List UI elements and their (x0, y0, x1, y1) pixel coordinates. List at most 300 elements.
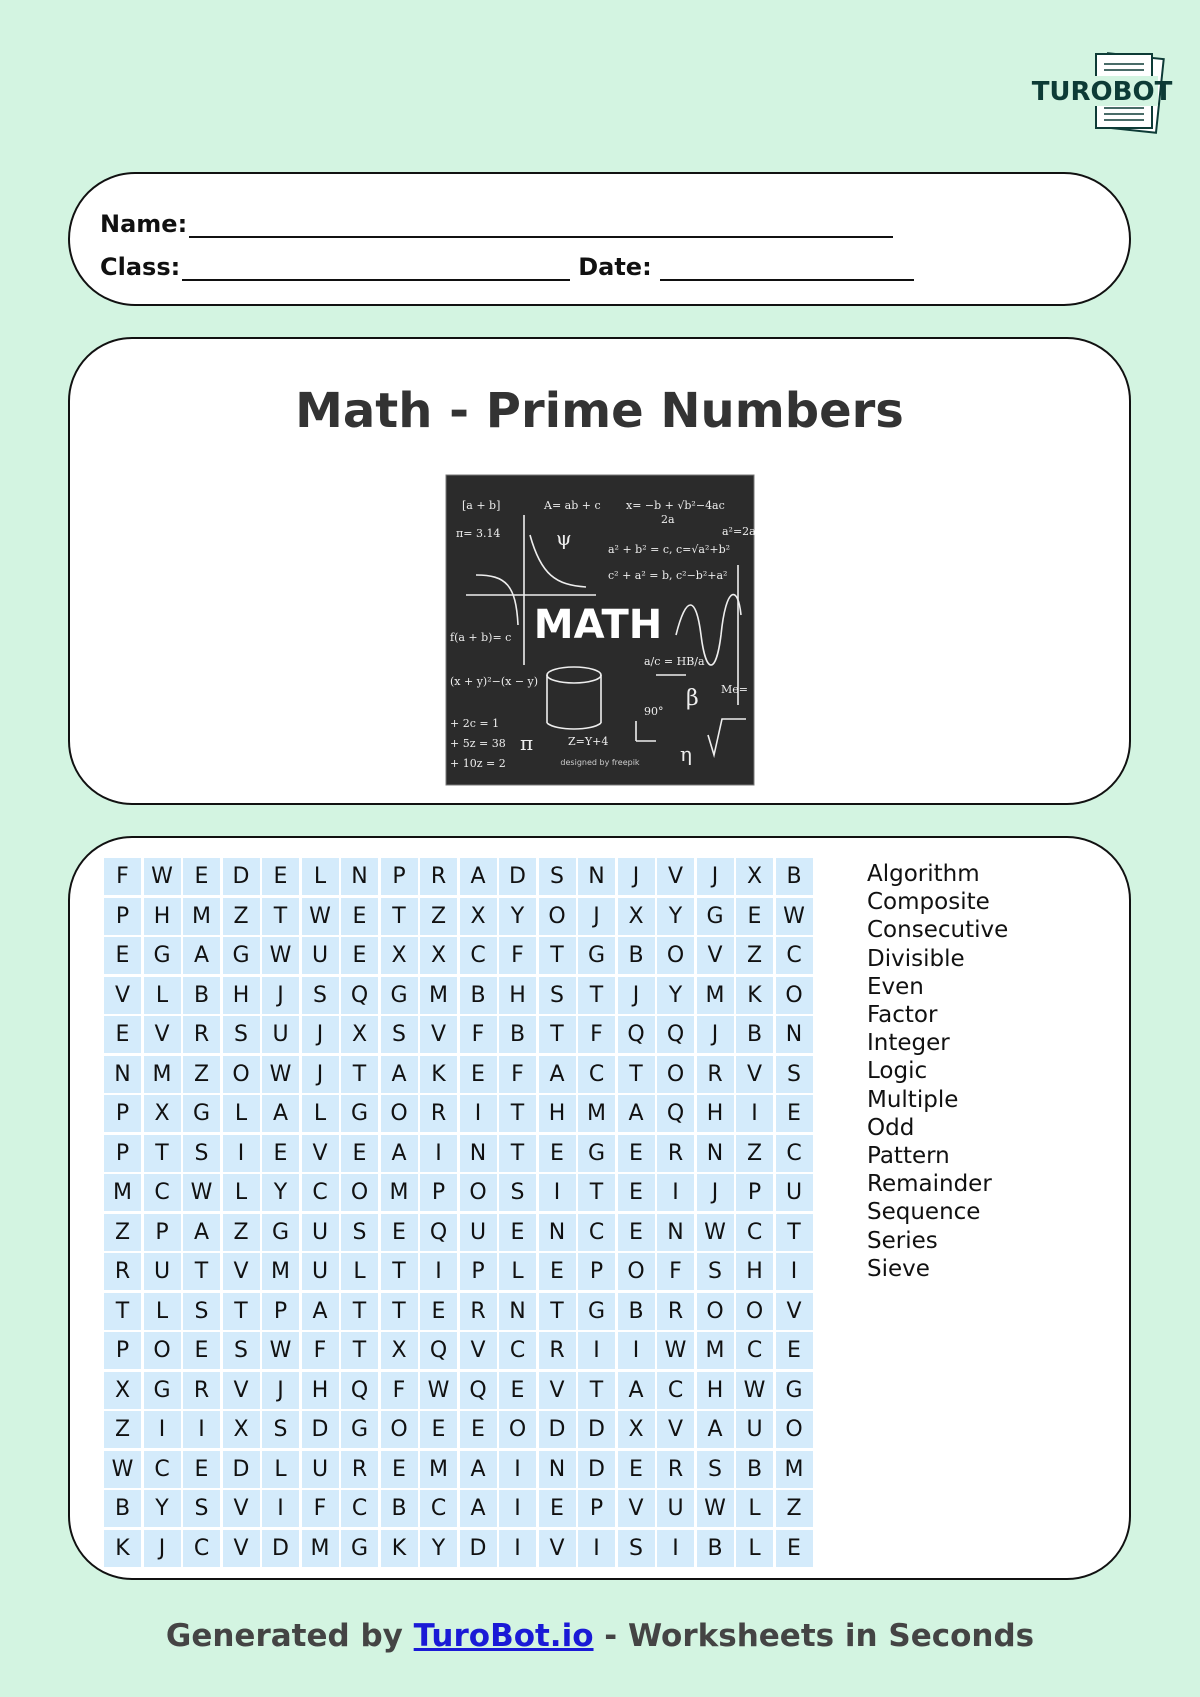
grid-cell[interactable]: I (183, 1411, 220, 1448)
grid-cell[interactable]: T (578, 1372, 615, 1409)
grid-cell[interactable]: R (657, 1135, 694, 1172)
grid-cell[interactable]: S (381, 1016, 418, 1053)
grid-cell[interactable]: U (776, 1174, 813, 1211)
grid-cell[interactable]: W (697, 1214, 734, 1251)
grid-cell[interactable]: Q (657, 1095, 694, 1132)
grid-cell[interactable]: E (341, 937, 378, 974)
grid-cell[interactable]: A (539, 1056, 576, 1093)
grid-cell[interactable]: C (144, 1174, 181, 1211)
date-line[interactable] (660, 255, 914, 281)
grid-cell[interactable]: G (341, 1411, 378, 1448)
grid-cell[interactable]: F (381, 1372, 418, 1409)
grid-cell[interactable]: J (144, 1530, 181, 1567)
grid-cell[interactable]: W (736, 1372, 773, 1409)
grid-cell[interactable]: I (776, 1253, 813, 1290)
grid-cell[interactable]: T (618, 1056, 655, 1093)
grid-cell[interactable]: W (776, 898, 813, 935)
grid-cell[interactable]: C (736, 1332, 773, 1369)
grid-cell[interactable]: E (341, 898, 378, 935)
grid-cell[interactable]: M (144, 1056, 181, 1093)
grid-cell[interactable]: G (381, 977, 418, 1014)
grid-cell[interactable]: K (420, 1056, 457, 1093)
grid-cell[interactable]: R (697, 1056, 734, 1093)
grid-cell[interactable]: C (183, 1530, 220, 1567)
grid-cell[interactable]: I (578, 1332, 615, 1369)
grid-cell[interactable]: V (657, 858, 694, 895)
grid-cell[interactable]: E (776, 1095, 813, 1132)
grid-cell[interactable]: E (618, 1451, 655, 1488)
grid-cell[interactable]: Z (104, 1411, 141, 1448)
grid-cell[interactable]: O (341, 1174, 378, 1211)
grid-cell[interactable]: J (618, 858, 655, 895)
grid-cell[interactable]: U (657, 1490, 694, 1527)
grid-cell[interactable]: X (223, 1411, 260, 1448)
grid-cell[interactable]: F (302, 1490, 339, 1527)
grid-cell[interactable]: C (420, 1490, 457, 1527)
grid-cell[interactable]: O (618, 1253, 655, 1290)
grid-cell[interactable]: M (104, 1174, 141, 1211)
grid-cell[interactable]: X (341, 1016, 378, 1053)
grid-cell[interactable]: T (104, 1293, 141, 1330)
grid-cell[interactable]: T (499, 1135, 536, 1172)
grid-cell[interactable]: C (776, 1135, 813, 1172)
grid-cell[interactable]: O (381, 1095, 418, 1132)
grid-cell[interactable]: N (460, 1135, 497, 1172)
grid-cell[interactable]: Y (499, 898, 536, 935)
grid-cell[interactable]: N (341, 858, 378, 895)
grid-cell[interactable]: S (539, 858, 576, 895)
grid-cell[interactable]: P (104, 898, 141, 935)
grid-cell[interactable]: Q (460, 1372, 497, 1409)
grid-cell[interactable]: J (578, 898, 615, 935)
grid-cell[interactable]: W (262, 937, 299, 974)
grid-cell[interactable]: U (302, 1253, 339, 1290)
grid-cell[interactable]: I (420, 1135, 457, 1172)
grid-cell[interactable]: L (499, 1253, 536, 1290)
grid-cell[interactable]: Y (657, 898, 694, 935)
grid-cell[interactable]: U (302, 937, 339, 974)
grid-cell[interactable]: V (539, 1530, 576, 1567)
grid-cell[interactable]: B (104, 1490, 141, 1527)
grid-cell[interactable]: M (302, 1530, 339, 1567)
grid-cell[interactable]: I (578, 1530, 615, 1567)
grid-cell[interactable]: X (381, 937, 418, 974)
grid-cell[interactable]: E (420, 1293, 457, 1330)
grid-cell[interactable]: R (104, 1253, 141, 1290)
grid-cell[interactable]: E (104, 1016, 141, 1053)
grid-cell[interactable]: E (262, 858, 299, 895)
grid-cell[interactable]: A (183, 937, 220, 974)
grid-cell[interactable]: N (657, 1214, 694, 1251)
grid-cell[interactable]: X (618, 1411, 655, 1448)
grid-cell[interactable]: N (776, 1016, 813, 1053)
grid-cell[interactable]: M (697, 1332, 734, 1369)
grid-cell[interactable]: O (736, 1293, 773, 1330)
grid-cell[interactable]: L (223, 1174, 260, 1211)
grid-cell[interactable]: C (578, 1056, 615, 1093)
grid-cell[interactable]: D (460, 1530, 497, 1567)
grid-cell[interactable]: A (262, 1095, 299, 1132)
grid-cell[interactable]: E (420, 1411, 457, 1448)
grid-cell[interactable]: N (499, 1293, 536, 1330)
grid-cell[interactable]: C (302, 1174, 339, 1211)
grid-cell[interactable]: E (539, 1490, 576, 1527)
grid-cell[interactable]: Q (420, 1332, 457, 1369)
grid-cell[interactable]: R (657, 1451, 694, 1488)
grid-cell[interactable]: F (460, 1016, 497, 1053)
grid-cell[interactable]: W (420, 1372, 457, 1409)
grid-cell[interactable]: R (341, 1451, 378, 1488)
grid-cell[interactable]: Q (420, 1214, 457, 1251)
grid-cell[interactable]: D (223, 858, 260, 895)
grid-cell[interactable]: I (420, 1253, 457, 1290)
grid-cell[interactable]: L (736, 1530, 773, 1567)
grid-cell[interactable]: I (499, 1451, 536, 1488)
grid-cell[interactable]: O (223, 1056, 260, 1093)
grid-cell[interactable]: G (341, 1095, 378, 1132)
grid-cell[interactable]: T (223, 1293, 260, 1330)
grid-cell[interactable]: N (539, 1214, 576, 1251)
grid-cell[interactable]: R (420, 858, 457, 895)
grid-cell[interactable]: D (262, 1530, 299, 1567)
grid-cell[interactable]: V (657, 1411, 694, 1448)
grid-cell[interactable]: M (262, 1253, 299, 1290)
grid-cell[interactable]: D (302, 1411, 339, 1448)
grid-cell[interactable]: E (618, 1214, 655, 1251)
grid-cell[interactable]: C (578, 1214, 615, 1251)
grid-cell[interactable]: V (223, 1530, 260, 1567)
grid-cell[interactable]: A (183, 1214, 220, 1251)
grid-cell[interactable]: G (183, 1095, 220, 1132)
grid-cell[interactable]: K (104, 1530, 141, 1567)
class-line[interactable] (182, 255, 570, 281)
grid-cell[interactable]: E (460, 1056, 497, 1093)
grid-cell[interactable]: G (578, 937, 615, 974)
grid-cell[interactable]: J (618, 977, 655, 1014)
grid-cell[interactable]: A (460, 1451, 497, 1488)
grid-cell[interactable]: T (499, 1095, 536, 1132)
grid-cell[interactable]: P (144, 1214, 181, 1251)
grid-cell[interactable]: X (381, 1332, 418, 1369)
grid-cell[interactable]: V (223, 1253, 260, 1290)
grid-cell[interactable]: S (618, 1530, 655, 1567)
grid-cell[interactable]: V (223, 1490, 260, 1527)
grid-cell[interactable]: G (776, 1372, 813, 1409)
grid-cell[interactable]: H (697, 1372, 734, 1409)
grid-cell[interactable]: D (499, 858, 536, 895)
grid-cell[interactable]: K (381, 1530, 418, 1567)
grid-cell[interactable]: X (618, 898, 655, 935)
grid-cell[interactable]: E (381, 1451, 418, 1488)
grid-cell[interactable]: Q (341, 977, 378, 1014)
grid-cell[interactable]: S (183, 1135, 220, 1172)
grid-cell[interactable]: R (420, 1095, 457, 1132)
grid-cell[interactable]: R (183, 1372, 220, 1409)
grid-cell[interactable]: B (381, 1490, 418, 1527)
grid-cell[interactable]: Y (657, 977, 694, 1014)
grid-cell[interactable]: P (736, 1174, 773, 1211)
grid-cell[interactable]: M (183, 898, 220, 935)
grid-cell[interactable]: V (697, 937, 734, 974)
grid-cell[interactable]: I (499, 1530, 536, 1567)
grid-cell[interactable]: M (578, 1095, 615, 1132)
grid-cell[interactable]: T (539, 1293, 576, 1330)
grid-cell[interactable]: U (302, 1451, 339, 1488)
grid-cell[interactable]: Y (144, 1490, 181, 1527)
grid-cell[interactable]: A (697, 1411, 734, 1448)
grid-cell[interactable]: G (578, 1135, 615, 1172)
grid-cell[interactable]: E (618, 1135, 655, 1172)
grid-cell[interactable]: F (499, 937, 536, 974)
grid-cell[interactable]: K (736, 977, 773, 1014)
grid-cell[interactable]: D (578, 1411, 615, 1448)
grid-cell[interactable]: J (302, 1056, 339, 1093)
grid-cell[interactable]: P (578, 1490, 615, 1527)
grid-cell[interactable]: W (104, 1451, 141, 1488)
grid-cell[interactable]: B (618, 937, 655, 974)
grid-cell[interactable]: V (302, 1135, 339, 1172)
grid-cell[interactable]: E (183, 1451, 220, 1488)
grid-cell[interactable]: W (697, 1490, 734, 1527)
grid-cell[interactable]: E (381, 1214, 418, 1251)
grid-cell[interactable]: E (539, 1135, 576, 1172)
grid-cell[interactable]: I (736, 1095, 773, 1132)
grid-cell[interactable]: G (341, 1530, 378, 1567)
grid-cell[interactable]: I (262, 1490, 299, 1527)
grid-cell[interactable]: M (381, 1174, 418, 1211)
grid-cell[interactable]: E (183, 1332, 220, 1369)
grid-cell[interactable]: W (183, 1174, 220, 1211)
grid-cell[interactable]: H (499, 977, 536, 1014)
grid-cell[interactable]: W (262, 1332, 299, 1369)
grid-cell[interactable]: O (657, 1056, 694, 1093)
grid-cell[interactable]: E (776, 1530, 813, 1567)
grid-cell[interactable]: E (776, 1332, 813, 1369)
turobot-link[interactable]: TuroBot.io (413, 1618, 594, 1654)
name-line[interactable] (189, 212, 893, 238)
grid-cell[interactable]: E (460, 1411, 497, 1448)
grid-cell[interactable]: L (262, 1451, 299, 1488)
grid-cell[interactable]: N (104, 1056, 141, 1093)
grid-cell[interactable]: S (302, 977, 339, 1014)
grid-cell[interactable]: P (262, 1293, 299, 1330)
grid-cell[interactable]: D (539, 1411, 576, 1448)
grid-cell[interactable]: S (223, 1332, 260, 1369)
grid-cell[interactable]: G (144, 937, 181, 974)
grid-cell[interactable]: E (183, 858, 220, 895)
grid-cell[interactable]: B (736, 1016, 773, 1053)
grid-cell[interactable]: O (381, 1411, 418, 1448)
grid-cell[interactable]: T (578, 1174, 615, 1211)
grid-cell[interactable]: T (183, 1253, 220, 1290)
grid-cell[interactable]: E (736, 898, 773, 935)
grid-cell[interactable]: H (736, 1253, 773, 1290)
grid-cell[interactable]: X (460, 898, 497, 935)
grid-cell[interactable]: G (262, 1214, 299, 1251)
grid-cell[interactable]: P (420, 1174, 457, 1211)
grid-cell[interactable]: J (262, 977, 299, 1014)
grid-cell[interactable]: P (578, 1253, 615, 1290)
grid-cell[interactable]: Z (104, 1214, 141, 1251)
grid-cell[interactable]: E (618, 1174, 655, 1211)
grid-cell[interactable]: T (144, 1135, 181, 1172)
grid-cell[interactable]: I (223, 1135, 260, 1172)
grid-cell[interactable]: Q (618, 1016, 655, 1053)
grid-cell[interactable]: I (657, 1530, 694, 1567)
grid-cell[interactable]: P (104, 1135, 141, 1172)
grid-cell[interactable]: B (499, 1016, 536, 1053)
grid-cell[interactable]: T (381, 1253, 418, 1290)
grid-cell[interactable]: F (104, 858, 141, 895)
grid-cell[interactable]: S (341, 1214, 378, 1251)
grid-cell[interactable]: Q (657, 1016, 694, 1053)
grid-cell[interactable]: B (697, 1530, 734, 1567)
grid-cell[interactable]: C (499, 1332, 536, 1369)
grid-cell[interactable]: F (302, 1332, 339, 1369)
grid-cell[interactable]: T (776, 1214, 813, 1251)
grid-cell[interactable]: O (460, 1174, 497, 1211)
grid-cell[interactable]: H (223, 977, 260, 1014)
grid-cell[interactable]: W (262, 1056, 299, 1093)
grid-cell[interactable]: X (420, 937, 457, 974)
grid-cell[interactable]: N (578, 858, 615, 895)
grid-cell[interactable]: V (104, 977, 141, 1014)
grid-cell[interactable]: Z (223, 1214, 260, 1251)
grid-cell[interactable]: I (499, 1490, 536, 1527)
grid-cell[interactable]: J (262, 1372, 299, 1409)
grid-cell[interactable]: U (736, 1411, 773, 1448)
grid-cell[interactable]: L (302, 1095, 339, 1132)
grid-cell[interactable]: J (697, 1174, 734, 1211)
grid-cell[interactable]: Y (420, 1530, 457, 1567)
grid-cell[interactable]: V (144, 1016, 181, 1053)
grid-cell[interactable]: V (420, 1016, 457, 1053)
grid-cell[interactable]: C (657, 1372, 694, 1409)
grid-cell[interactable]: M (776, 1451, 813, 1488)
grid-cell[interactable]: O (539, 898, 576, 935)
grid-cell[interactable]: V (618, 1490, 655, 1527)
grid-cell[interactable]: T (262, 898, 299, 935)
grid-cell[interactable]: U (302, 1214, 339, 1251)
grid-cell[interactable]: S (697, 1451, 734, 1488)
grid-cell[interactable]: D (223, 1451, 260, 1488)
grid-cell[interactable]: W (657, 1332, 694, 1369)
grid-cell[interactable]: V (776, 1293, 813, 1330)
grid-cell[interactable]: A (618, 1372, 655, 1409)
grid-cell[interactable]: Q (341, 1372, 378, 1409)
grid-cell[interactable]: S (262, 1411, 299, 1448)
grid-cell[interactable]: O (776, 1411, 813, 1448)
grid-cell[interactable]: T (539, 937, 576, 974)
grid-cell[interactable]: B (618, 1293, 655, 1330)
grid-cell[interactable]: C (460, 937, 497, 974)
grid-cell[interactable]: A (381, 1135, 418, 1172)
grid-cell[interactable]: G (223, 937, 260, 974)
grid-cell[interactable]: X (144, 1095, 181, 1132)
grid-cell[interactable]: G (697, 898, 734, 935)
grid-cell[interactable]: M (420, 1451, 457, 1488)
grid-cell[interactable]: O (776, 977, 813, 1014)
grid-cell[interactable]: C (736, 1214, 773, 1251)
grid-cell[interactable]: B (736, 1451, 773, 1488)
grid-cell[interactable]: J (697, 1016, 734, 1053)
grid-cell[interactable]: L (341, 1253, 378, 1290)
grid-cell[interactable]: N (697, 1135, 734, 1172)
grid-cell[interactable]: E (262, 1135, 299, 1172)
grid-cell[interactable]: B (183, 977, 220, 1014)
grid-cell[interactable]: Z (736, 1135, 773, 1172)
grid-cell[interactable]: E (499, 1214, 536, 1251)
grid-cell[interactable]: V (736, 1056, 773, 1093)
grid-cell[interactable]: C (776, 937, 813, 974)
grid-cell[interactable]: L (736, 1490, 773, 1527)
grid-cell[interactable]: H (302, 1372, 339, 1409)
grid-cell[interactable]: Z (420, 898, 457, 935)
grid-cell[interactable]: R (460, 1293, 497, 1330)
grid-cell[interactable]: E (499, 1372, 536, 1409)
grid-cell[interactable]: M (697, 977, 734, 1014)
grid-cell[interactable]: P (104, 1095, 141, 1132)
grid-cell[interactable]: A (302, 1293, 339, 1330)
grid-cell[interactable]: I (539, 1174, 576, 1211)
grid-cell[interactable]: E (341, 1135, 378, 1172)
grid-cell[interactable]: P (460, 1253, 497, 1290)
grid-cell[interactable]: S (183, 1490, 220, 1527)
grid-cell[interactable]: F (657, 1253, 694, 1290)
grid-cell[interactable]: C (144, 1451, 181, 1488)
grid-cell[interactable]: Z (736, 937, 773, 974)
grid-cell[interactable]: I (460, 1095, 497, 1132)
grid-cell[interactable]: C (341, 1490, 378, 1527)
grid-cell[interactable]: F (578, 1016, 615, 1053)
grid-cell[interactable]: S (223, 1016, 260, 1053)
grid-cell[interactable]: L (144, 977, 181, 1014)
grid-cell[interactable]: M (420, 977, 457, 1014)
grid-cell[interactable]: O (499, 1411, 536, 1448)
grid-cell[interactable]: A (381, 1056, 418, 1093)
grid-cell[interactable]: J (697, 858, 734, 895)
grid-cell[interactable]: X (104, 1372, 141, 1409)
grid-cell[interactable]: T (341, 1056, 378, 1093)
grid-cell[interactable]: Z (223, 898, 260, 935)
grid-cell[interactable]: V (539, 1372, 576, 1409)
grid-cell[interactable]: G (578, 1293, 615, 1330)
grid-cell[interactable]: I (144, 1411, 181, 1448)
grid-cell[interactable]: S (539, 977, 576, 1014)
grid-cell[interactable]: R (657, 1293, 694, 1330)
grid-cell[interactable]: U (144, 1253, 181, 1290)
grid-cell[interactable]: L (144, 1293, 181, 1330)
grid-cell[interactable]: R (539, 1332, 576, 1369)
grid-cell[interactable]: F (499, 1056, 536, 1093)
grid-cell[interactable]: P (381, 858, 418, 895)
grid-cell[interactable]: J (302, 1016, 339, 1053)
grid-cell[interactable]: T (341, 1293, 378, 1330)
grid-cell[interactable]: S (499, 1174, 536, 1211)
grid-cell[interactable]: V (223, 1372, 260, 1409)
grid-cell[interactable]: I (657, 1174, 694, 1211)
grid-cell[interactable]: S (183, 1293, 220, 1330)
grid-cell[interactable]: B (776, 858, 813, 895)
grid-cell[interactable]: T (381, 898, 418, 935)
grid-cell[interactable]: W (144, 858, 181, 895)
grid-cell[interactable]: G (144, 1372, 181, 1409)
grid-cell[interactable]: E (539, 1253, 576, 1290)
grid-cell[interactable]: Z (183, 1056, 220, 1093)
grid-cell[interactable]: A (460, 858, 497, 895)
grid-cell[interactable]: T (381, 1293, 418, 1330)
grid-cell[interactable]: T (578, 977, 615, 1014)
